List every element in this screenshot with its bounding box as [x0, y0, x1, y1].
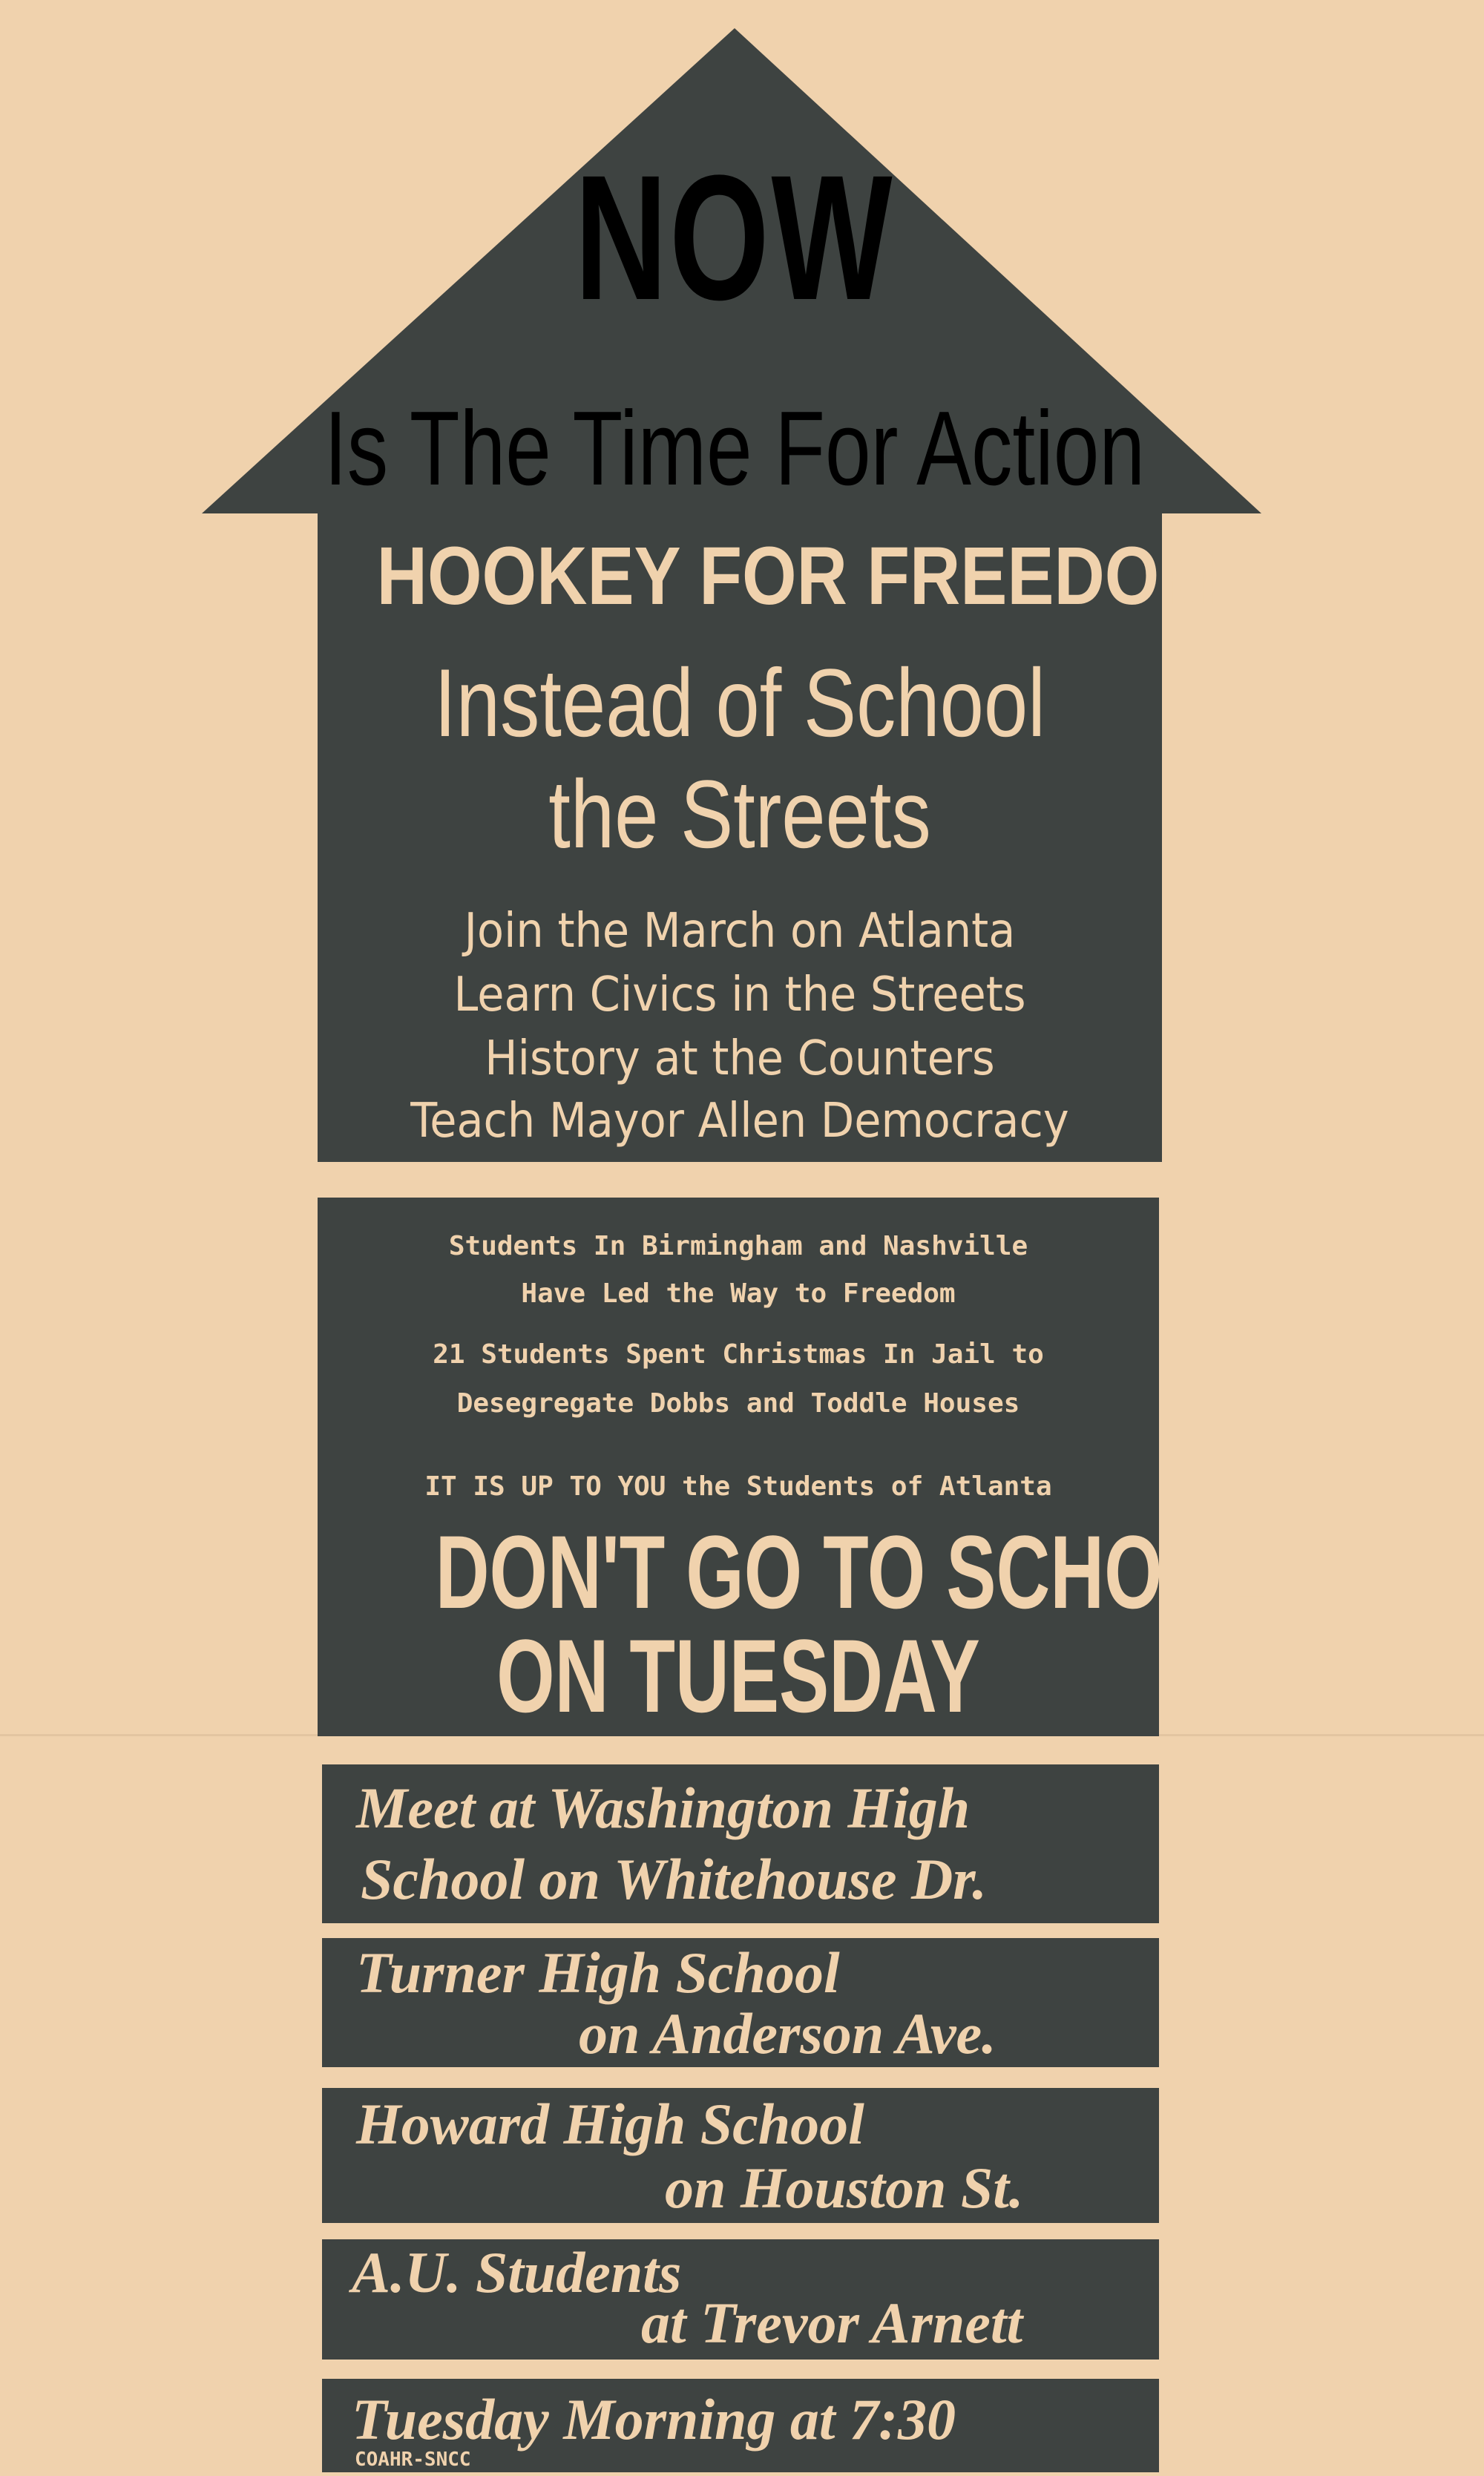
meeting-place-washington	[322, 1764, 1159, 1923]
credit-coahr-sncc: COAHR-SNCC	[355, 2449, 471, 2471]
tuesday-morning-time: Tuesday Morning at 7:30	[352, 2387, 956, 2452]
turner-line-2: on Anderson Ave.	[579, 2001, 997, 2066]
line-birmingham-nashville: Students In Birmingham and Nashville	[448, 1231, 1028, 1261]
meeting-place-au-students	[322, 2239, 1159, 2360]
title-hookey-for-freedom: HOOKEY FOR FREEDOM	[376, 531, 1218, 622]
call-dont-go-to-school: DON'T GO TO SCHOOL	[435, 1514, 1267, 1630]
howard-line-2: on Houston St.	[665, 2155, 1024, 2220]
meeting-place-howard	[322, 2088, 1159, 2223]
howard-line-1: Howard High School	[356, 2092, 864, 2156]
middle-block	[318, 1198, 1267, 1736]
upper-block	[318, 513, 1218, 1162]
line-christmas-in-jail: 21 Students Spent Christmas In Jail to	[433, 1339, 1044, 1370]
call-on-tuesday: ON TUESDAY	[496, 1618, 980, 1734]
line-teach-mayor: Teach Mayor Allen Democracy	[410, 1094, 1069, 1149]
headline-now: NOW	[574, 138, 895, 337]
line-history-counters: History at the Counters	[485, 1031, 995, 1086]
line-desegregate: Desegregate Dobbs and Toddle Houses	[456, 1388, 1020, 1419]
turner-line-1: Turner High School	[356, 1940, 840, 2005]
line-the-streets: the Streets	[548, 760, 931, 868]
washington-line-2: School on Whitehouse Dr.	[361, 1847, 987, 1911]
subheadline-time-for-action: Is The Time For Action	[324, 390, 1145, 508]
line-led-the-way: Have Led the Way to Freedom	[521, 1278, 956, 1309]
washington-line-1: Meet at Washington High	[356, 1776, 971, 1840]
line-instead-of-school: Instead of School	[434, 648, 1045, 757]
meeting-place-turner	[322, 1938, 1159, 2067]
line-learn-civics: Learn Civics in the Streets	[453, 968, 1026, 1022]
line-join-march: Join the March on Atlanta	[464, 904, 1016, 959]
line-up-to-you: IT IS UP TO YOU the Students of Atlanta	[424, 1471, 1052, 1502]
au-line-2: at Trevor Arnett	[641, 2291, 1023, 2355]
au-line-1: A.U. Students	[352, 2240, 682, 2305]
